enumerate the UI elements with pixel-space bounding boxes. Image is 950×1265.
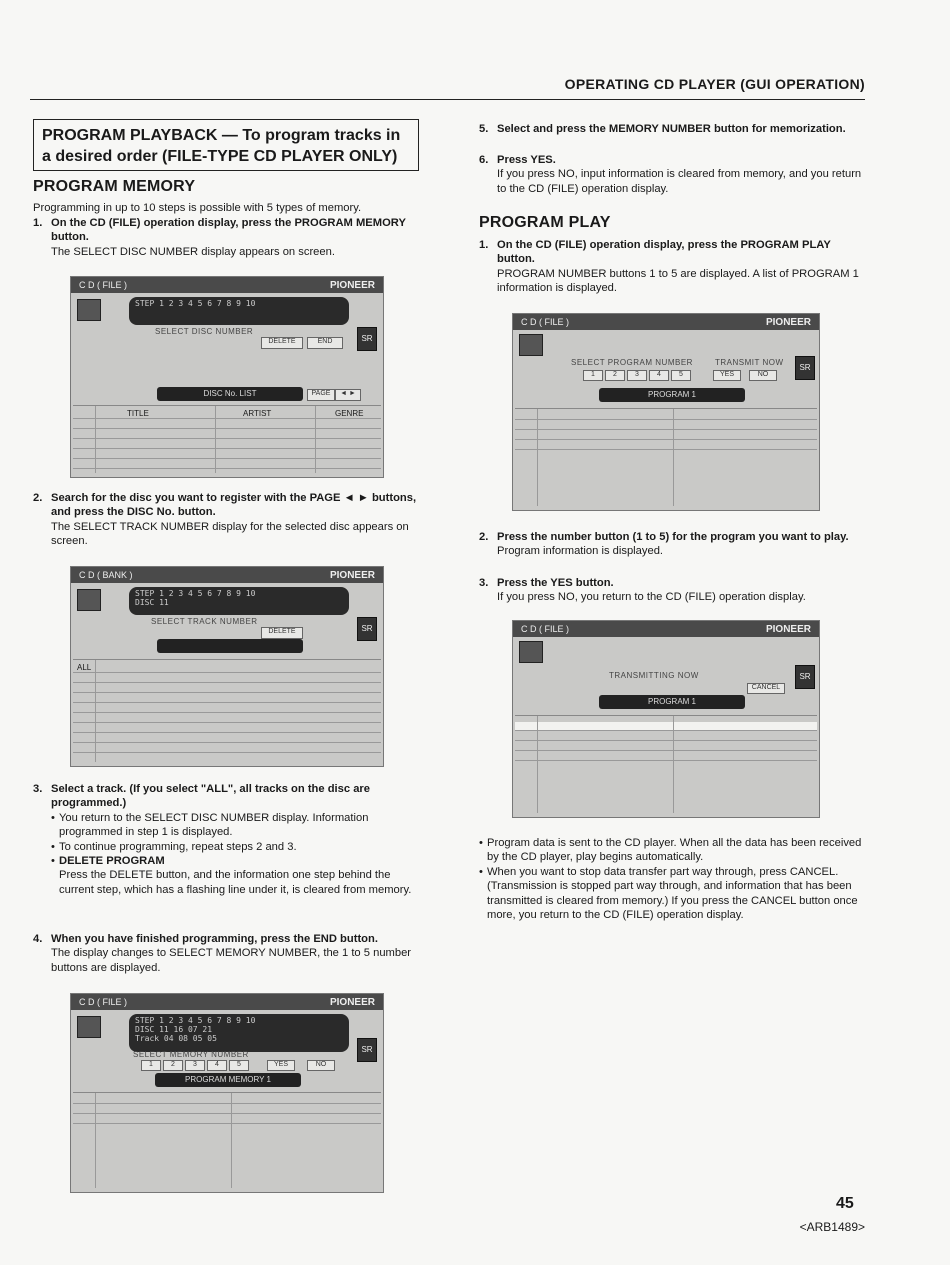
screen-label: SELECT TRACK NUMBER xyxy=(151,617,258,626)
step-number: 1. xyxy=(33,217,43,229)
pioneer-logo: PIONEER xyxy=(329,569,375,581)
sr-icon: SR xyxy=(795,665,815,689)
screen-title: C D ( FILE ) xyxy=(79,280,128,290)
screen-title: C D ( FILE ) xyxy=(79,997,128,1007)
step-instruction: Select and press the MEMORY NUMBER button for memorization. xyxy=(497,123,846,135)
cd-changer-icon xyxy=(77,299,101,321)
pioneer-logo: PIONEER xyxy=(765,316,811,328)
program-memory-bar: PROGRAM MEMORY 1 xyxy=(155,1073,301,1087)
play-step-3 xyxy=(479,576,866,605)
sr-icon: SR xyxy=(357,617,377,641)
screen-title: C D ( FILE ) xyxy=(521,317,570,327)
step-row: STEP 1 2 3 4 5 6 7 8 9 10 xyxy=(135,589,256,598)
step-result: The SELECT TRACK NUMBER display for the selected disc appears on screen. xyxy=(51,520,409,548)
screenshot-select-disc-number xyxy=(70,276,384,478)
step-result: The SELECT DISC NUMBER display appears on screen. xyxy=(51,245,335,258)
delete-button: DELETE xyxy=(261,337,303,349)
sr-icon: SR xyxy=(357,1038,377,1062)
step-number: 2. xyxy=(33,492,43,504)
step-number: 6. xyxy=(479,154,489,166)
play-step-2 xyxy=(479,530,866,559)
step-result: If you press NO, you return to the CD (FILE) operation display. xyxy=(497,591,806,604)
step-row: STEP 1 2 3 4 5 6 7 8 9 10 xyxy=(135,1016,256,1025)
step-number: 5. xyxy=(479,123,489,135)
screen-label: SELECT DISC NUMBER xyxy=(155,327,254,336)
section-title-box xyxy=(33,119,419,171)
program-memory-heading: PROGRAM MEMORY xyxy=(33,178,196,195)
cd-changer-icon xyxy=(519,641,543,663)
screen-label: SELECT PROGRAM NUMBER xyxy=(571,358,693,367)
col-all: ALL xyxy=(77,663,92,672)
memory-button-5: 5 xyxy=(229,1060,249,1071)
col-genre: GENRE xyxy=(335,409,364,418)
memory-button-2: 2 xyxy=(163,1060,183,1071)
program-button-5: 5 xyxy=(671,370,691,381)
step-result: If you press NO, input information is cleared from memory, and you return to the CD (FILE) operation display. xyxy=(497,168,862,195)
step-number: 1. xyxy=(479,239,489,251)
screenshot-transmitting-now xyxy=(512,620,820,818)
step-display xyxy=(129,587,349,615)
transmit-now-label: TRANSMIT NOW xyxy=(715,358,784,367)
track-bar xyxy=(157,639,303,653)
no-button: NO xyxy=(307,1060,335,1071)
memory-step-6 xyxy=(479,153,866,196)
step-instruction: Press the number button (1 to 5) for the program you want to play. xyxy=(497,531,849,543)
program-table xyxy=(515,715,817,813)
memory-step-2 xyxy=(33,491,423,549)
cd-changer-icon xyxy=(519,334,543,356)
step-instruction: Search for the disc you want to register with the PAGE ◄ ► buttons, and press the DISC No. button. xyxy=(51,492,417,519)
program-bar: PROGRAM 1 xyxy=(599,695,745,709)
no-button: NO xyxy=(749,370,777,381)
program-button-3: 3 xyxy=(627,370,647,381)
memory-button-1: 1 xyxy=(141,1060,161,1071)
sr-icon: SR xyxy=(795,356,815,380)
screen-title: C D ( FILE ) xyxy=(521,624,570,634)
track-table xyxy=(73,659,381,762)
memory-button-3: 3 xyxy=(185,1060,205,1071)
play-notes: • Program data is sent to the CD player. When all the data has been received by the CD player, play begins automatically. • When you want to stop data transfer part way through, press CANCEL. (Transmission is stopped part way through, and information that has been transmitted is cleared from memory.) If you press the CANCEL button once more, you return to the CD (FILE) operation display. xyxy=(479,836,866,922)
screenshot-select-program-number xyxy=(512,313,820,511)
disc-list-button: DISC No. LIST xyxy=(157,387,303,401)
pioneer-logo: PIONEER xyxy=(765,623,811,635)
col-artist: ARTIST xyxy=(243,409,272,418)
note-data-sent: Program data is sent to the CD player. When all the data has been received by the CD player, play begins automatically. xyxy=(487,837,862,864)
memory-step-3: 3. Select a track. (If you select "ALL", all tracks on the disc are programmed.) • You return to the SELECT DISC NUMBER display. Information programmed in step 1 is displayed. • To continue programming, repeat steps 2 and 3. • DELETE PROGRAM Press the DELETE button, and the information one step behind the current step, which has a flashing line under it, is cleared from memory. xyxy=(33,782,423,897)
header-rule xyxy=(30,99,865,100)
step-instruction: Press the YES button. xyxy=(497,577,614,589)
screen-label: TRANSMITTING NOW xyxy=(609,671,699,680)
pioneer-logo: PIONEER xyxy=(329,996,375,1008)
delete-program-heading: DELETE PROGRAM xyxy=(59,855,165,868)
cd-changer-icon xyxy=(77,589,101,611)
step-display: STEP 1 2 3 4 5 6 7 8 9 10 xyxy=(129,297,349,325)
step-instruction: Press YES. xyxy=(497,154,556,166)
memory-step-5 xyxy=(479,122,866,136)
step-instruction: When you have finished programming, press the END button. xyxy=(51,933,378,945)
page-number: 45 xyxy=(836,1195,854,1212)
step-instruction: Select a track. (If you select "ALL", all tracks on the disc are programmed.) xyxy=(51,783,371,810)
program-button-2: 2 xyxy=(605,370,625,381)
end-button: END xyxy=(307,337,343,349)
program-bar: PROGRAM 1 xyxy=(599,388,745,402)
cancel-button: CANCEL xyxy=(747,683,785,694)
step-note: You return to the SELECT DISC NUMBER display. Information programmed in step 1 is displayed. xyxy=(59,811,369,839)
step-number: 4. xyxy=(33,933,43,945)
delete-program-text: Press the DELETE button, and the information one step behind the current step, which has a flashing line under it, is cleared from memory. xyxy=(59,869,412,896)
track-row: Track 04 08 05 05 xyxy=(135,1034,217,1043)
program-table xyxy=(73,1092,381,1188)
step-instruction: On the CD (FILE) operation display, press the PROGRAM PLAY button. xyxy=(497,239,831,266)
screenshot-select-memory-number xyxy=(70,993,384,1193)
note-cancel: When you want to stop data transfer part way through, press CANCEL. (Transmission is stopped part way through, and information that has been transmitted is cleared from memory.) If you press the CANCEL button once more, you return to the CD (FILE) operation display. xyxy=(487,865,858,922)
yes-button: YES xyxy=(267,1060,295,1071)
disc-table xyxy=(73,405,381,473)
step-result: PROGRAM NUMBER buttons 1 to 5 are displayed. A list of PROGRAM 1 information is displayed. xyxy=(497,267,859,295)
screen-title: C D ( BANK ) xyxy=(79,570,133,580)
title-line-1: PROGRAM PLAYBACK — To program tracks in xyxy=(42,127,401,144)
memory-intro: Programming in up to 10 steps is possible with 5 types of memory. xyxy=(33,202,362,214)
step-result: Program information is displayed. xyxy=(497,545,664,558)
disc-row: DISC 11 xyxy=(135,598,169,607)
running-header: OPERATING CD PLAYER (GUI OPERATION) xyxy=(564,76,865,92)
play-step-1 xyxy=(479,238,866,296)
screen-label: SELECT MEMORY NUMBER xyxy=(133,1050,249,1059)
highlight-row xyxy=(515,722,817,730)
memory-button-4: 4 xyxy=(207,1060,227,1071)
step-number: 2. xyxy=(479,531,489,543)
step-display xyxy=(129,1014,349,1052)
memory-step-4 xyxy=(33,932,423,975)
cd-changer-icon xyxy=(77,1016,101,1038)
page-button: PAGE xyxy=(307,389,335,401)
sr-icon: SR xyxy=(357,327,377,351)
disc-row: DISC 11 16 07 21 xyxy=(135,1025,213,1034)
program-button-1: 1 xyxy=(583,370,603,381)
step-number: 3. xyxy=(479,577,489,589)
program-play-heading: PROGRAM PLAY xyxy=(479,214,611,231)
step-instruction: On the CD (FILE) operation display, press the PROGRAM MEMORY button. xyxy=(51,217,406,244)
program-table xyxy=(515,408,817,506)
program-button-4: 4 xyxy=(649,370,669,381)
delete-button: DELETE xyxy=(261,627,303,639)
yes-button: YES xyxy=(713,370,741,381)
title-line-2: a desired order (FILE-TYPE CD PLAYER ONLY) xyxy=(42,148,398,165)
document-code: <ARB1489> xyxy=(799,1220,865,1234)
step-result: The display changes to SELECT MEMORY NUMBER, the 1 to 5 number buttons are displayed. xyxy=(51,947,412,974)
memory-step-1 xyxy=(33,216,423,259)
screenshot-select-track-number xyxy=(70,566,384,767)
pioneer-logo: PIONEER xyxy=(329,279,375,291)
step-note: To continue programming, repeat steps 2 and 3. xyxy=(59,840,297,853)
col-title: TITLE xyxy=(127,409,149,418)
step-number: 3. xyxy=(33,783,43,795)
page-arrows-icon: ◄ ► xyxy=(335,389,361,401)
